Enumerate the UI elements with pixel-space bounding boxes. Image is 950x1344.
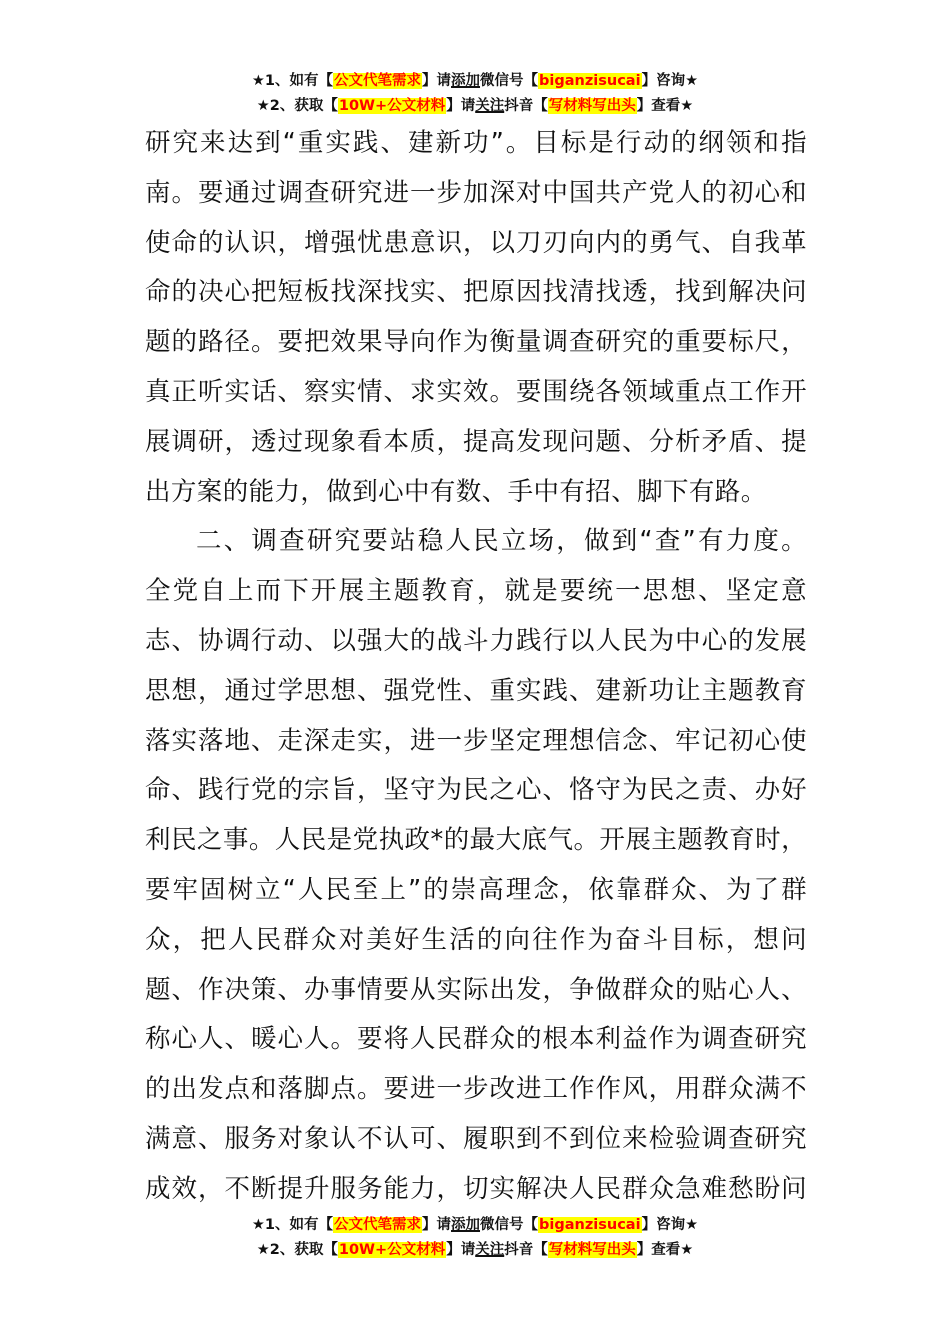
banner-highlight: 公文代笔需求 [334,1217,422,1233]
body-line: 志、协调行动、以强大的战斗力践行以人民为中心的发展 [145,625,807,656]
header-banner-line-1 [0,69,950,94]
banner-text: 】请 [422,73,452,89]
banner-highlight: 10W+公文材料 [338,98,446,114]
banner-text: 抖音【 [504,98,548,114]
banner-text: 微信号【 [480,73,539,89]
banner-text: 】咨询★ [641,1217,699,1233]
banner-text: 】查看★ [636,1242,694,1258]
body-line: 成效，不断提升服务能力，切实解决人民群众急难愁盼问 [145,1173,807,1204]
banner-text: 】咨询★ [641,73,699,89]
section-heading-line: 二、调查研究要站稳人民立场，做到“查”有力度。 [196,526,807,557]
banner-highlight: 公文代笔需求 [334,73,422,89]
banner-text: ★2、获取【 [256,98,338,114]
banner-text: ★1、如有【 [251,1217,334,1233]
banner-underlined-text: 关注 [475,98,505,114]
footer-banner-line-2 [0,1238,950,1263]
banner-text: ★2、获取【 [256,1242,338,1258]
body-line: 思想，通过学思想、强党性、重实践、建新功让主题教育 [145,675,807,706]
footer-banner [0,1213,950,1263]
body-line: 出方案的能力，做到心中有数、手中有招、脚下有路。 [145,476,767,507]
banner-text: 】请 [422,1217,452,1233]
footer-banner-line-1 [0,1213,950,1238]
body-line: 题、作决策、办事情要从实际出发，争做群众的贴心人、 [145,974,807,1005]
body-line: 展调研，透过现象看本质，提高发现问题、分析矛盾、提 [145,426,807,457]
banner-highlight: biganzisucai [539,73,641,89]
body-line: 要牢固树立“人民至上”的崇高理念，依靠群众、为了群 [145,874,807,905]
banner-text: 抖音【 [504,1242,548,1258]
body-line: 的出发点和落脚点。要进一步改进工作作风，用群众满不 [145,1074,807,1105]
body-line: 满意、服务对象认不认可、履职到不到位来检验调查研究 [145,1123,807,1154]
body-line: 真正听实话、察实情、求实效。要围绕各领域重点工作开 [145,376,807,407]
body-line: 题的路径。要把效果导向作为衡量调查研究的重要标尺， [145,327,807,358]
banner-highlight: 写材料写出头 [548,98,636,114]
header-banner [0,69,950,119]
body-line: 研究来达到“重实践、建新功”。目标是行动的纲领和指 [145,128,807,158]
banner-underlined-text: 添加 [451,73,481,89]
body-line: 命的决心把短板找深找实、把原因找清找透，找到解决问 [145,277,807,308]
banner-highlight: biganzisucai [539,1217,641,1233]
header-banner-line-2 [0,94,950,119]
body-line: 落实落地、走深走实，进一步坚定理想信念、牢记初心使 [145,725,807,756]
body-line: 南。要通过调查研究进一步加深对中国共产党人的初心和 [145,177,807,208]
banner-text: 】请 [446,1242,476,1258]
body-line: 利民之事。人民是党执政*的最大底气。开展主题教育时， [145,825,807,856]
banner-text: 】请 [446,98,476,114]
document-body [145,119,807,1215]
body-line: 使命的认识，增强忧患意识，以刀刃向内的勇气、自我革 [145,227,807,258]
body-line: 众，把人民群众对美好生活的向往作为奋斗目标，想问 [145,924,807,955]
banner-underlined-text: 添加 [451,1217,481,1233]
body-line: 全党自上而下开展主题教育，就是要统一思想、坚定意 [145,576,807,607]
banner-underlined-text: 关注 [475,1242,505,1258]
banner-highlight: 10W+公文材料 [338,1242,446,1258]
banner-text: 微信号【 [480,1217,539,1233]
banner-highlight: 写材料写出头 [548,1242,636,1258]
body-line: 命、践行党的宗旨，坚守为民之心、恪守为民之责、办好 [145,775,807,806]
banner-text: 】查看★ [636,98,694,114]
body-line: 称心人、暖心人。要将人民群众的根本利益作为调查研究 [145,1024,807,1055]
banner-text: ★1、如有【 [251,73,334,89]
